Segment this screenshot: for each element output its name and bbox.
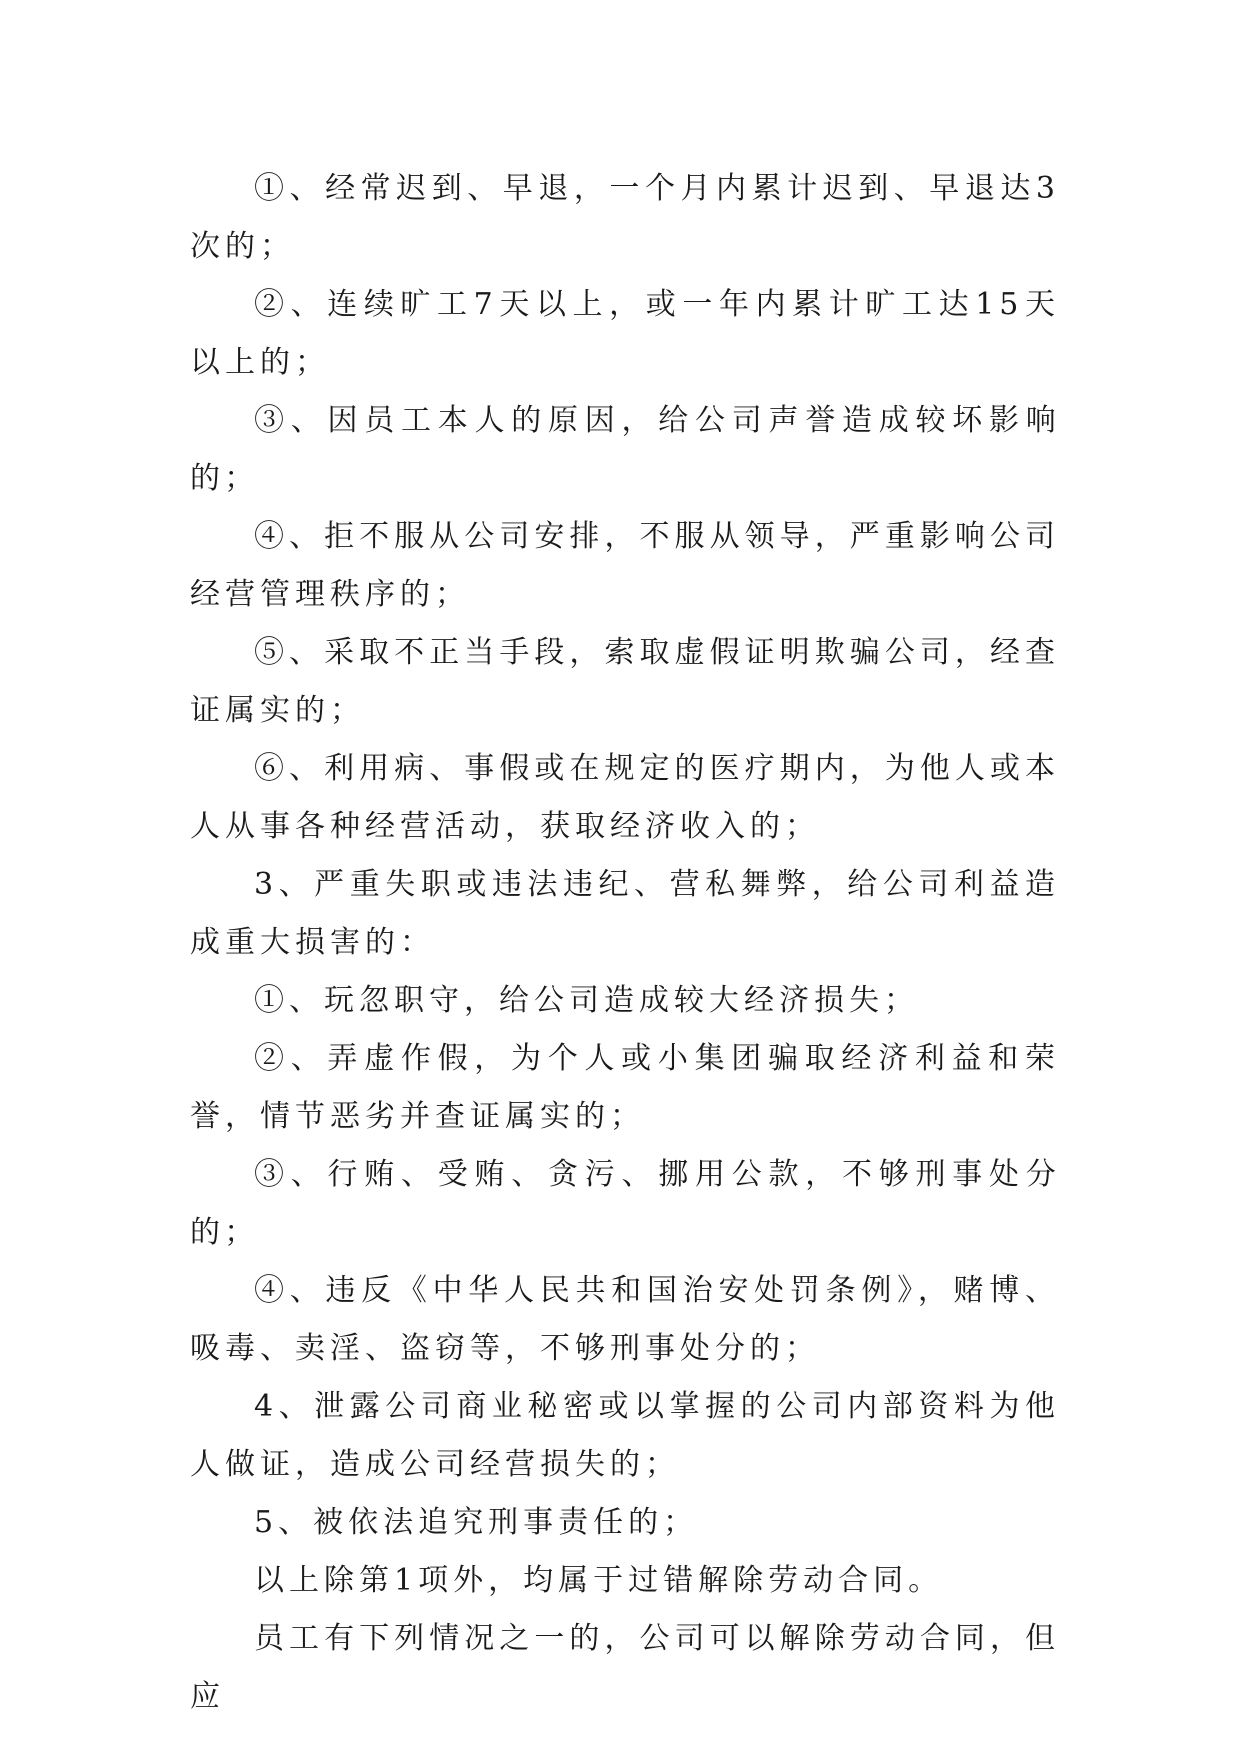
paragraph-12: 4、泄露公司商业秘密或以掌握的公司内部资料为他人做证，造成公司经营损失的； <box>190 1389 1060 1482</box>
paragraph-5: ⑤、采取不正当手段，索取虚假证明欺骗公司，经查证属实的； <box>190 635 1060 728</box>
paragraph-13: 5、被依法追究刑事责任的； <box>254 1505 699 1540</box>
paragraph-7: 3、严重失职或违法违纪、营私舞弊，给公司利益造成重大损害的： <box>190 867 1060 960</box>
paragraph-9: ②、弄虚作假，为个人或小集团骗取经济利益和荣誉，情节恶劣并查证属实的； <box>190 1041 1060 1134</box>
paragraph-10: ③、行贿、受贿、贪污、挪用公款，不够刑事处分的； <box>190 1157 1060 1250</box>
paragraph-6: ⑥、利用病、事假或在规定的医疗期内，为他人或本人从事各种经营活动，获取经济收入的； <box>190 751 1060 844</box>
paragraph-3: ③、因员工本人的原因，给公司声誉造成较坏影响的； <box>190 403 1060 496</box>
document-body <box>190 160 1060 1726</box>
paragraph-14: 以上除第1项外，均属于过错解除劳动合同。 <box>254 1563 944 1598</box>
paragraph-11: ④、违反《中华人民共和国治安处罚条例》，赌博、吸毒、卖淫、盗窃等，不够刑事处分的； <box>190 1273 1060 1366</box>
paragraph-2: ②、连续旷工7天以上，或一年内累计旷工达15天以上的； <box>190 287 1060 380</box>
paragraph-15: 员工有下列情况之一的，公司可以解除劳动合同，但应 <box>190 1621 1060 1714</box>
paragraph-1: ①、经常迟到、早退，一个月内累计迟到、早退达3次的； <box>190 171 1060 264</box>
paragraph-4: ④、拒不服从公司安排，不服从领导，严重影响公司经营管理秩序的； <box>190 519 1060 612</box>
paragraph-8: ①、玩忽职守，给公司造成较大经济损失； <box>254 983 919 1018</box>
